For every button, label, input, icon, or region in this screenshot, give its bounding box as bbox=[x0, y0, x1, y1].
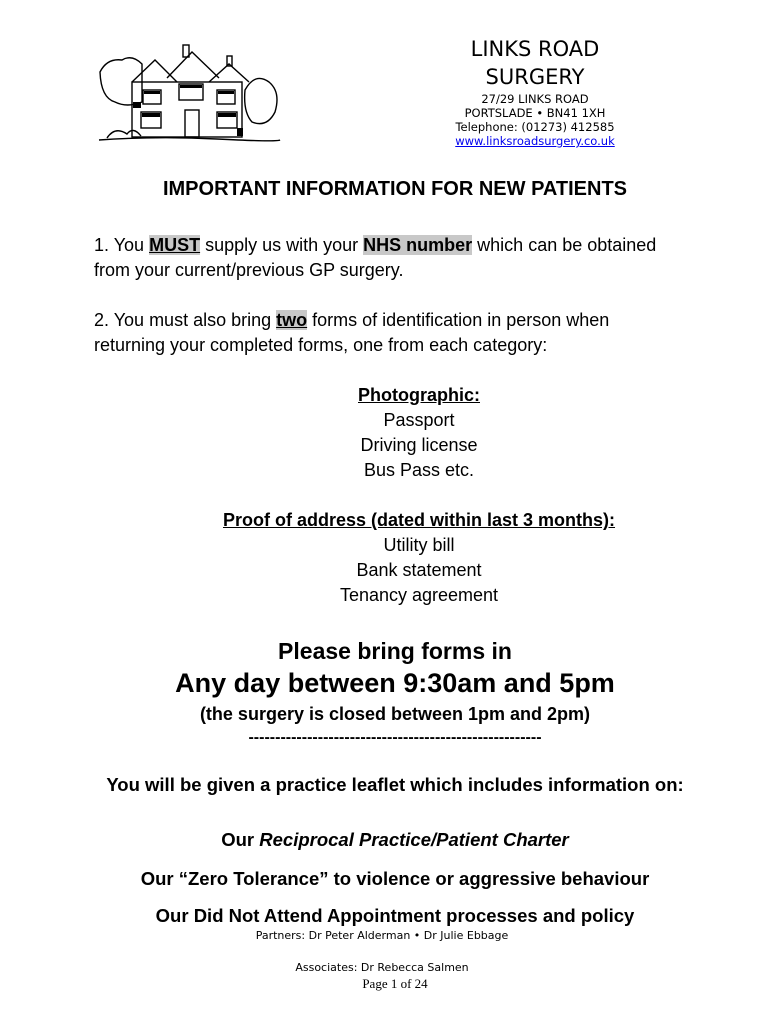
footer-associates: Associates: Dr Rebecca Salmen bbox=[295, 961, 469, 974]
point-2-suffix: forms of identification in person when bbox=[307, 310, 610, 330]
surgery-name-line1: LINKS ROAD bbox=[470, 37, 600, 61]
proof-item-utility-bill: Utility bill bbox=[383, 535, 455, 555]
leaflet-item-dna-policy: Our Did Not Attend Appointment processes and policy bbox=[155, 905, 635, 926]
page-number: Page 1 of 24 bbox=[362, 976, 428, 991]
point-2-line2: returning your completed forms, one from each category: bbox=[94, 335, 548, 355]
surgery-name-line2: SURGERY bbox=[485, 65, 585, 89]
photo-item-driving-license: Driving license bbox=[360, 435, 478, 455]
point-1-line2: from your current/previous GP surgery. bbox=[94, 260, 404, 280]
surgery-building-logo bbox=[97, 42, 282, 150]
nhs-number-highlight: NHS number bbox=[363, 235, 473, 255]
charter-prefix: Our bbox=[221, 829, 260, 850]
point-2-prefix: 2. You must also bring bbox=[94, 310, 277, 330]
closed-hours-note: (the surgery is closed between 1pm and 2pm) bbox=[199, 704, 591, 724]
proof-of-address-heading: Proof of address (dated within last 3 months): bbox=[222, 510, 616, 530]
telephone: Telephone: (01273) 412585 bbox=[455, 120, 615, 134]
charter-italic: Reciprocal Practice/Patient Charter bbox=[259, 829, 569, 850]
bring-forms-line1: Please bring forms in bbox=[278, 638, 512, 664]
leaflet-intro: You will be given a practice leaflet which includes information on: bbox=[106, 774, 684, 795]
point-1-mid: supply us with your bbox=[200, 235, 364, 255]
footer-partners: Partners: Dr Peter Alderman • Dr Julie Ebbage bbox=[255, 929, 509, 942]
address-line1: 27/29 LINKS ROAD bbox=[481, 92, 589, 106]
point-1-prefix: 1. You bbox=[94, 235, 150, 255]
surgery-name bbox=[430, 35, 640, 91]
address-line2: PORTSLADE • BN41 1XH bbox=[464, 106, 606, 120]
photographic-section bbox=[0, 383, 770, 483]
proof-of-address-section bbox=[0, 508, 770, 608]
must-highlight: MUST bbox=[149, 235, 201, 255]
photo-item-bus-pass: Bus Pass etc. bbox=[363, 460, 475, 480]
photo-item-passport: Passport bbox=[383, 410, 455, 430]
point-1 bbox=[94, 233, 714, 283]
photographic-heading: Photographic: bbox=[358, 385, 480, 405]
point-2 bbox=[94, 308, 714, 358]
proof-item-tenancy: Tenancy agreement bbox=[339, 585, 499, 605]
proof-item-bank-statement: Bank statement bbox=[356, 560, 482, 580]
bring-forms-hours: Any day between 9:30am and 5pm bbox=[175, 668, 615, 698]
leaflet-item-charter bbox=[0, 829, 770, 851]
dashed-divider: ------------------------------------------------------- bbox=[248, 729, 542, 746]
point-1-suffix: which can be obtained bbox=[472, 235, 657, 255]
two-highlight: two bbox=[276, 310, 308, 330]
website-link[interactable]: www.linksroadsurgery.co.uk bbox=[455, 134, 615, 148]
leaflet-item-zero-tolerance: Our “Zero Tolerance” to violence or aggressive behaviour bbox=[140, 868, 650, 889]
page-title: IMPORTANT INFORMATION FOR NEW PATIENTS bbox=[162, 178, 628, 200]
